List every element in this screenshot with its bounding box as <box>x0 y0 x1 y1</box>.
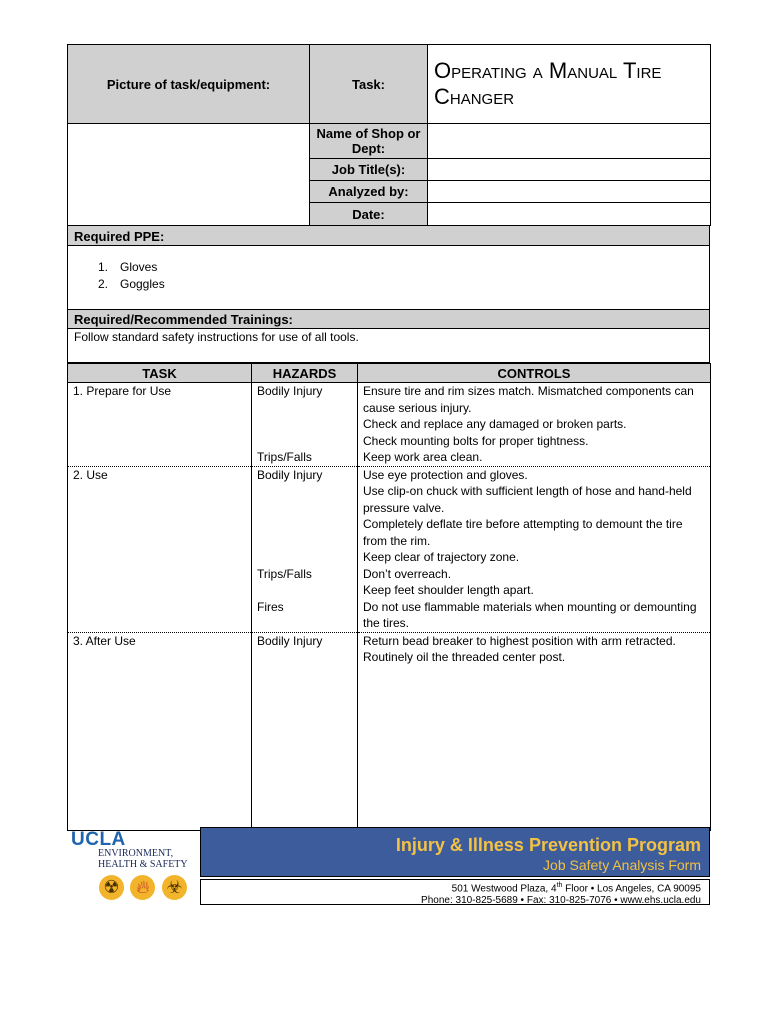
date-field[interactable] <box>428 203 711 226</box>
ppe-item: 2. Goggles <box>98 277 165 291</box>
hazards-cell: Bodily Injury Trips/Falls Fires <box>252 466 358 632</box>
ucla-ehs-logo <box>67 827 199 905</box>
job-title-label: Job Title(s): <box>310 159 428 181</box>
table-row <box>68 632 711 830</box>
flame-icon: 🔥︎ <box>130 875 155 900</box>
controls-column-header: CONTROLS <box>358 364 711 383</box>
info-table <box>67 123 711 226</box>
jsa-table <box>67 363 711 831</box>
picture-area <box>68 124 310 226</box>
header-table <box>67 44 711 124</box>
analyzed-by-field[interactable] <box>428 181 711 203</box>
program-title: Injury & Illness Prevention Program <box>395 835 701 855</box>
trainings-text: Follow standard safety instructions for use of all tools. <box>67 329 710 363</box>
table-row <box>68 466 711 632</box>
task-label: Task: <box>310 45 428 124</box>
hazards-column-header: HAZARDS <box>252 364 358 383</box>
shop-field[interactable] <box>428 124 711 159</box>
task-cell: 3. After Use <box>68 632 252 830</box>
form-title: Job Safety Analysis Form <box>543 857 701 873</box>
ppe-item: 1. Gloves <box>98 260 158 274</box>
hazards-cell: Bodily Injury <box>252 632 358 830</box>
job-safety-analysis-form <box>67 44 710 831</box>
controls-cell: Use eye protection and gloves. Use clip-on chuck with sufficient length of hose and hand-held pressure valve. Completely deflate tire before attempting to demount the tire from the rim. Keep clear of trajectory zone. Don’t overreach. Keep feet shoulder length apart. Do not use flammable materials when mounting or demounting the tires. <box>358 466 711 632</box>
biohazard-icon: ☣ <box>162 875 187 900</box>
ucla-logo-text: UCLA <box>71 829 126 850</box>
footer <box>67 827 710 905</box>
task-cell: 2. Use <box>68 466 252 632</box>
table-row <box>68 383 711 467</box>
contact-info <box>200 879 710 905</box>
address: 501 Westwood Plaza, 4th Floor • Los Angeles, CA 90095 <box>451 882 701 895</box>
picture-label: Picture of task/equipment: <box>68 45 310 124</box>
radiation-icon: ☢ <box>99 875 124 900</box>
analyzed-by-label: Analyzed by: <box>310 181 428 203</box>
date-label: Date: <box>310 203 428 226</box>
task-cell: 1. Prepare for Use <box>68 383 252 467</box>
task-title: Operating a Manual Tire Changer <box>428 45 711 124</box>
hazards-cell: Bodily Injury Trips/Falls <box>252 383 358 467</box>
task-column-header: TASK <box>68 364 252 383</box>
contact-line: Phone: 310-825-5689 • Fax: 310-825-7076 • www.ehs.ucla.edu <box>421 895 701 907</box>
controls-cell: Return bead breaker to highest position with arm retracted. Routinely oil the threaded center post. <box>358 632 711 830</box>
ppe-heading: Required PPE: <box>67 225 710 246</box>
trainings-heading: Required/Recommended Trainings: <box>67 309 710 329</box>
program-banner <box>200 827 710 877</box>
ehs-logo-text: ENVIRONMENT, HEALTH & SAFETY <box>98 848 188 870</box>
shop-label: Name of Shop or Dept: <box>310 124 428 159</box>
controls-cell: Ensure tire and rim sizes match. Mismatched components can cause serious injury. Check and replace any damaged or broken parts. Check mounting bolts for proper tightness. Keep work area clean. <box>358 383 711 467</box>
job-title-field[interactable] <box>428 159 711 181</box>
ppe-list <box>67 246 710 309</box>
hazard-icons <box>99 875 189 905</box>
